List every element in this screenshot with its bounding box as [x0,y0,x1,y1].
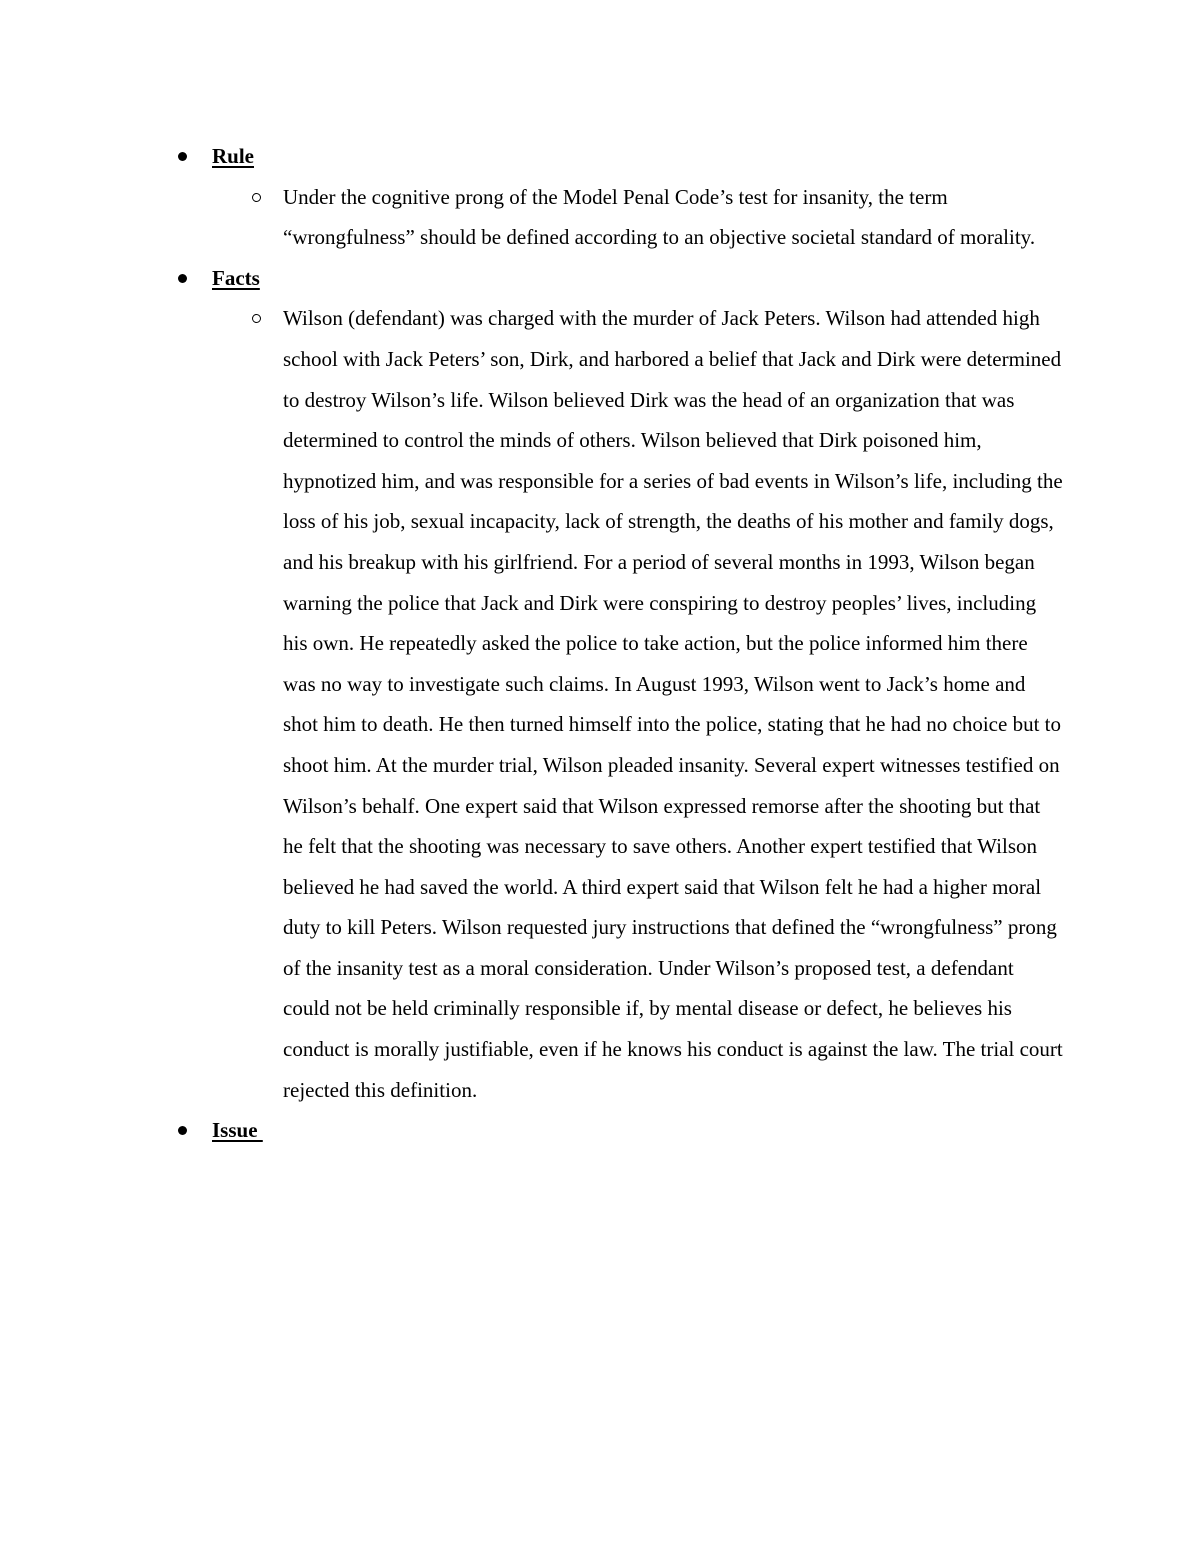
section-heading-rule: Rule [212,144,254,168]
filled-bullet-icon [178,274,187,283]
hollow-bullet-icon [252,314,261,323]
facts-paragraph: Wilson (defendant) was charged with the murder of Jack Peters. Wilson had attended high school with Jack Peters’ son, Dirk, and harbored a belief that Jack and Dirk were determined to destroy Wilson’s life. Wilson believed Dirk was the head of an organization that was determined to control the minds of others. Wilson believed that Dirk poisoned him, hypnotized him, and was responsible for a series of bad events in Wilson’s life, including the loss of his job, sexual incapacity, lack of strength, the deaths of his mother and family dogs, and his breakup with his girlfriend. For a period of several months in 1993, Wilson began warning the police that Jack and Dirk were conspiring to destroy peoples’ lives, including his own. He repeatedly asked the police to take action, but the police informed him there was no way to investigate such claims. In August 1993, Wilson went to Jack’s home and shot him to death. He then turned himself into the police, stating that he had no choice but to shoot him. At the murder trial, Wilson pleaded insanity. Several expert witnesses testified on Wilson’s behalf. One expert said that Wilson expressed remorse after the shooting but that he felt that the shooting was necessary to save others. Another expert testified that Wilson believed he had saved the world. A third expert said that Wilson felt he had a higher moral duty to kill Peters. Wilson requested jury instructions that defined the “wrongfulness” prong of the insanity test as a moral consideration. Under Wilson’s proposed test, a defendant could not be held criminally responsible if, by mental disease or defect, he believes his conduct is morally justifiable, even if he knows his conduct is against the law. The trial court rejected this definition. [283,306,1063,1102]
case-brief-outline [172,136,1072,1151]
section-issue [172,1110,1072,1151]
section-rule [172,136,1072,258]
section-heading-row [172,258,1072,299]
filled-bullet-icon [178,152,187,161]
section-heading-issue: Issue [212,1118,263,1143]
sub-item-rule-text [172,177,1063,258]
section-heading-row [172,136,1072,177]
section-heading-row [172,1110,1072,1151]
filled-bullet-icon [178,1126,187,1135]
section-facts [172,258,1072,1110]
sub-item-facts-text [172,298,1063,1110]
section-heading-facts: Facts [212,265,260,290]
hollow-bullet-icon [252,193,261,202]
rule-paragraph: Under the cognitive prong of the Model Penal Code’s test for insanity, the term “wrongfulness” should be defined according to an objective societal standard of morality. [283,184,1036,250]
